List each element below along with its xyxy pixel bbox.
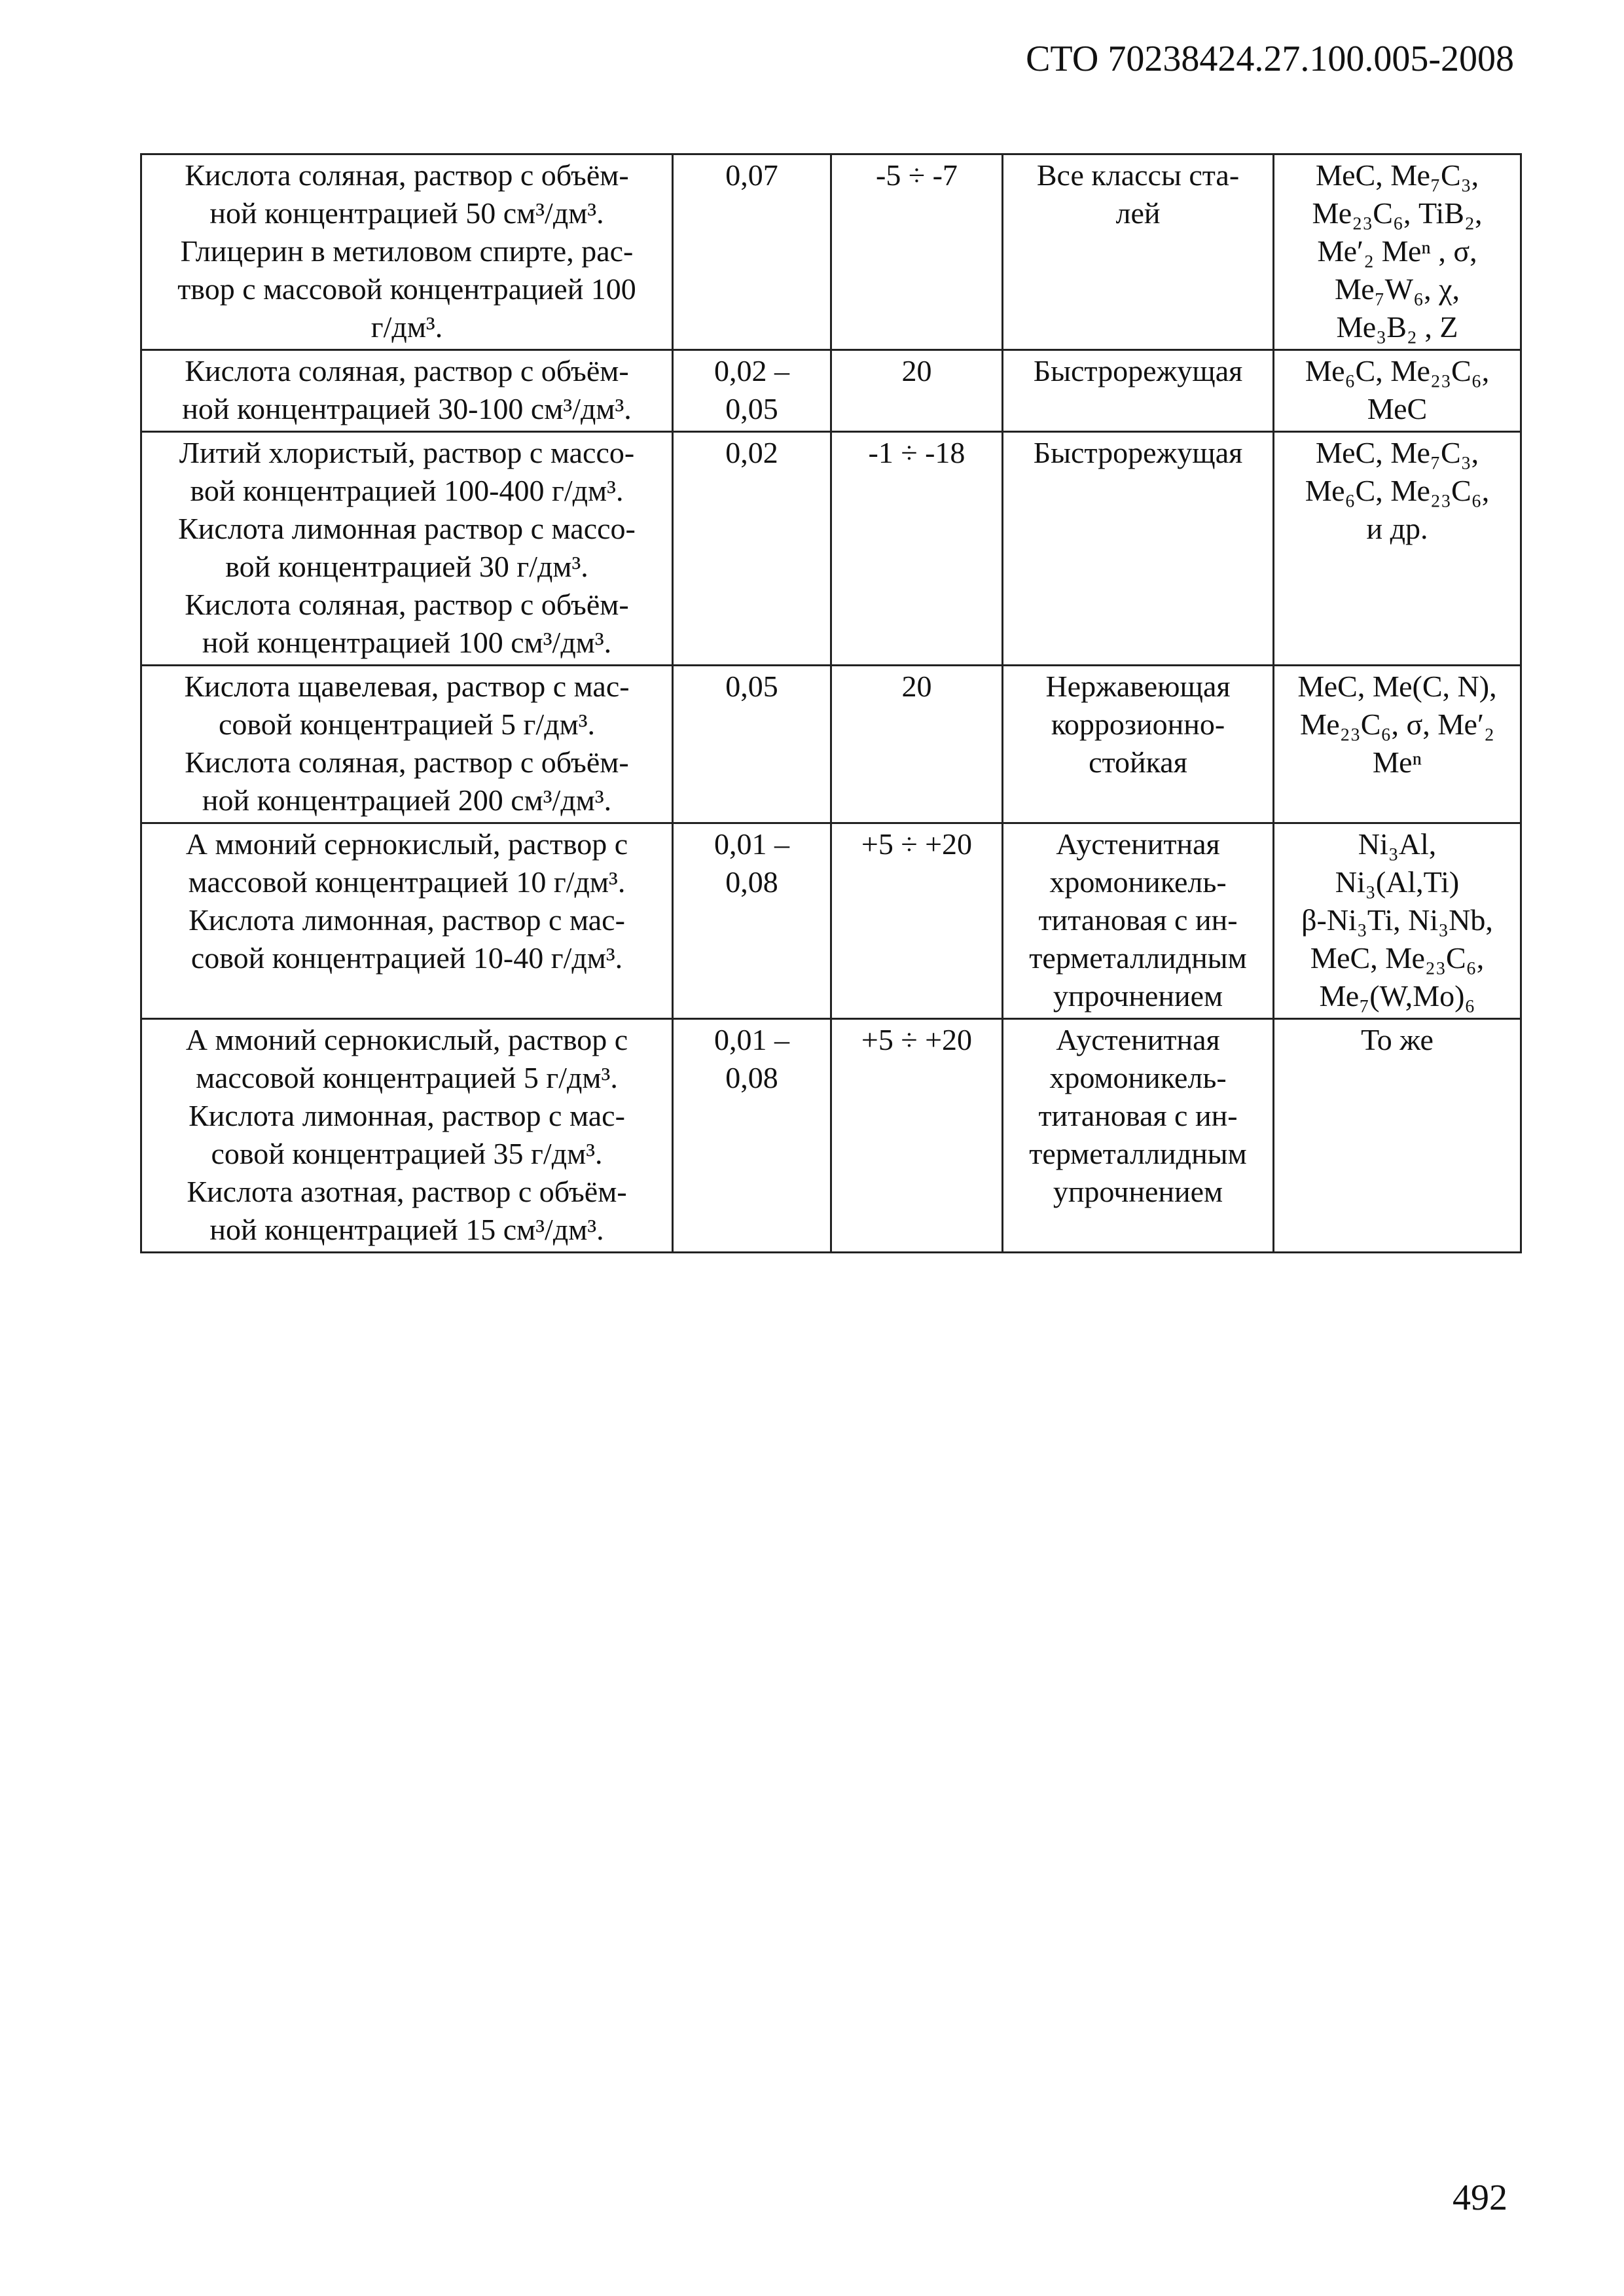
cell-line: Кислота соляная, раствор с объём-: [185, 354, 629, 387]
cell-steel-class: [1003, 154, 1274, 350]
cell-line: ной концентрацией 100 см³/дм³.: [202, 626, 612, 659]
cell-line: 0,08: [725, 865, 778, 899]
cell-temperature: [831, 350, 1003, 432]
cell-steel-class: [1003, 1019, 1274, 1253]
cell-line: титановая с ин-: [1038, 1099, 1238, 1132]
cell-composition: [141, 666, 673, 823]
cell-line: А ммоний сернокислый, раствор с: [185, 827, 628, 861]
cell-line: г/дм³.: [370, 310, 443, 344]
cell-line: +5 ÷ +20: [861, 1023, 973, 1056]
cell-line: Аустенитная: [1056, 827, 1220, 861]
cell-value: [673, 432, 831, 666]
cell-temperature: [831, 823, 1003, 1019]
cell-line: Кислота лимонная раствор с массо-: [178, 512, 636, 545]
table-row: [141, 1019, 1521, 1253]
cell-line: 20: [901, 354, 932, 387]
cell-composition: [141, 432, 673, 666]
cell-line: упрочнением: [1053, 979, 1223, 1013]
cell-line: 0,07: [725, 158, 778, 192]
cell-steel-class: [1003, 350, 1274, 432]
cell-line: 20: [901, 670, 932, 703]
cell-line: Кислота соляная, раствор с объём-: [185, 588, 629, 621]
cell-phases: [1274, 154, 1521, 350]
cell-line: Быстрорежущая: [1033, 436, 1243, 469]
cell-line: Кислота азотная, раствор с объём-: [187, 1175, 627, 1208]
cell-temperature: [831, 1019, 1003, 1253]
cell-phases: [1274, 432, 1521, 666]
table-row: [141, 823, 1521, 1019]
cell-line: 0,05: [725, 392, 778, 425]
cell-line: твор с массовой концентрацией 100: [177, 272, 636, 306]
cell-line: Ni₃Al,: [1358, 827, 1437, 861]
cell-line: массовой концентрацией 5 г/дм³.: [196, 1061, 618, 1094]
cell-line: Глицерин в метиловом спирте, рас-: [180, 234, 634, 268]
cell-line: 0,02: [725, 436, 778, 469]
cell-line: ной концентрацией 15 см³/дм³.: [209, 1213, 604, 1246]
cell-line: хромоникель-: [1049, 865, 1227, 899]
cell-line: вой концентрацией 30 г/дм³.: [225, 550, 588, 583]
cell-composition: [141, 1019, 673, 1253]
cell-phases: [1274, 823, 1521, 1019]
cell-line: совой концентрацией 35 г/дм³.: [211, 1137, 603, 1170]
cell-line: То же: [1361, 1023, 1434, 1056]
cell-composition: [141, 154, 673, 350]
cell-value: [673, 666, 831, 823]
table-row: [141, 154, 1521, 350]
cell-line: и др.: [1366, 512, 1428, 545]
cell-line: ной концентрацией 30-100 см³/дм³.: [182, 392, 632, 425]
cell-line: титановая с ин-: [1038, 903, 1238, 937]
cell-line: Нержавеющая: [1045, 670, 1231, 703]
cell-value: [673, 350, 831, 432]
cell-line: МеС, Ме(С, N),: [1297, 670, 1497, 703]
cell-line: упрочнением: [1053, 1175, 1223, 1208]
cell-line: β-Ni₃Ti, Ni₃Nb,: [1301, 903, 1493, 937]
cell-phases: [1274, 350, 1521, 432]
cell-value: [673, 154, 831, 350]
cell-line: Кислота щавелевая, раствор с мас-: [184, 670, 630, 703]
cell-line: Быстрорежущая: [1033, 354, 1243, 387]
cell-temperature: [831, 666, 1003, 823]
cell-line: хромоникель-: [1049, 1061, 1227, 1094]
cell-line: МеС, Ме₇С₃,: [1315, 158, 1479, 192]
cell-phases: [1274, 666, 1521, 823]
cell-line: массовой концентрацией 10 г/дм³.: [188, 865, 626, 899]
cell-line: Ni₃(Al,Ti): [1335, 865, 1460, 899]
cell-line: Ме₆С, Ме₂₃С₆,: [1305, 354, 1490, 387]
cell-line: Меⁿ: [1372, 745, 1422, 779]
cell-line: Ме₇(W,Mo)₆: [1319, 979, 1475, 1013]
cell-line: Ме₂₃С₆, σ, Ме′₂: [1299, 708, 1495, 741]
cell-line: Все классы ста-: [1036, 158, 1240, 192]
cell-line: Ме₂₃С₆, TiB₂,: [1312, 196, 1483, 230]
cell-value: [673, 823, 831, 1019]
cell-line: совой концентрацией 5 г/дм³.: [218, 708, 596, 741]
cell-line: Кислота лимонная, раствор с мас-: [189, 1099, 625, 1132]
cell-line: совой концентрацией 10-40 г/дм³.: [190, 941, 623, 975]
document-code: СТО 70238424.27.100.005-2008: [1026, 39, 1514, 79]
cell-line: стойкая: [1089, 745, 1187, 779]
table-row: [141, 666, 1521, 823]
cell-line: вой концентрацией 100-400 г/дм³.: [190, 474, 624, 507]
cell-line: Ме₆С, Ме₂₃С₆,: [1305, 474, 1490, 507]
cell-line: 0,08: [725, 1061, 778, 1094]
cell-line: МеС, Ме₂₃С₆,: [1310, 941, 1485, 975]
cell-line: 0,01 –: [714, 827, 789, 861]
cell-steel-class: [1003, 666, 1274, 823]
cell-line: МеС: [1367, 392, 1428, 425]
cell-line: -5 ÷ -7: [876, 158, 958, 192]
page-number: 492: [1453, 2178, 1507, 2218]
cell-line: Кислота соляная, раствор с объём-: [185, 158, 629, 192]
cell-composition: [141, 823, 673, 1019]
cell-value: [673, 1019, 831, 1253]
cell-line: Ме₃В₂ , Z: [1336, 310, 1458, 344]
cell-line: Кислота соляная, раствор с объём-: [185, 745, 629, 779]
cell-temperature: [831, 154, 1003, 350]
cell-line: -1 ÷ -18: [868, 436, 965, 469]
cell-composition: [141, 350, 673, 432]
electrolyte-table: [140, 153, 1522, 1253]
cell-line: МеС, Ме₇С₃,: [1315, 436, 1479, 469]
cell-line: А ммоний сернокислый, раствор с: [185, 1023, 628, 1056]
cell-line: Литий хлористый, раствор с массо-: [179, 436, 635, 469]
table-body: [141, 154, 1521, 1253]
cell-line: 0,01 –: [714, 1023, 789, 1056]
cell-line: терметаллидным: [1029, 1137, 1247, 1170]
cell-temperature: [831, 432, 1003, 666]
cell-line: 0,05: [725, 670, 778, 703]
cell-line: Ме′₂ Меⁿ , σ,: [1317, 234, 1477, 268]
cell-phases: [1274, 1019, 1521, 1253]
cell-line: 0,02 –: [714, 354, 789, 387]
table-row: [141, 350, 1521, 432]
cell-line: лей: [1115, 196, 1161, 230]
cell-line: +5 ÷ +20: [861, 827, 973, 861]
cell-line: терметаллидным: [1029, 941, 1247, 975]
cell-line: ной концентрацией 200 см³/дм³.: [202, 783, 612, 817]
cell-line: Кислота лимонная, раствор с мас-: [189, 903, 625, 937]
cell-steel-class: [1003, 432, 1274, 666]
cell-line: Аустенитная: [1056, 1023, 1220, 1056]
cell-line: Ме₇W₆, χ,: [1334, 272, 1460, 306]
cell-line: коррозионно-: [1051, 708, 1225, 741]
cell-line: ной концентрацией 50 см³/дм³.: [209, 196, 604, 230]
table-row: [141, 432, 1521, 666]
cell-steel-class: [1003, 823, 1274, 1019]
